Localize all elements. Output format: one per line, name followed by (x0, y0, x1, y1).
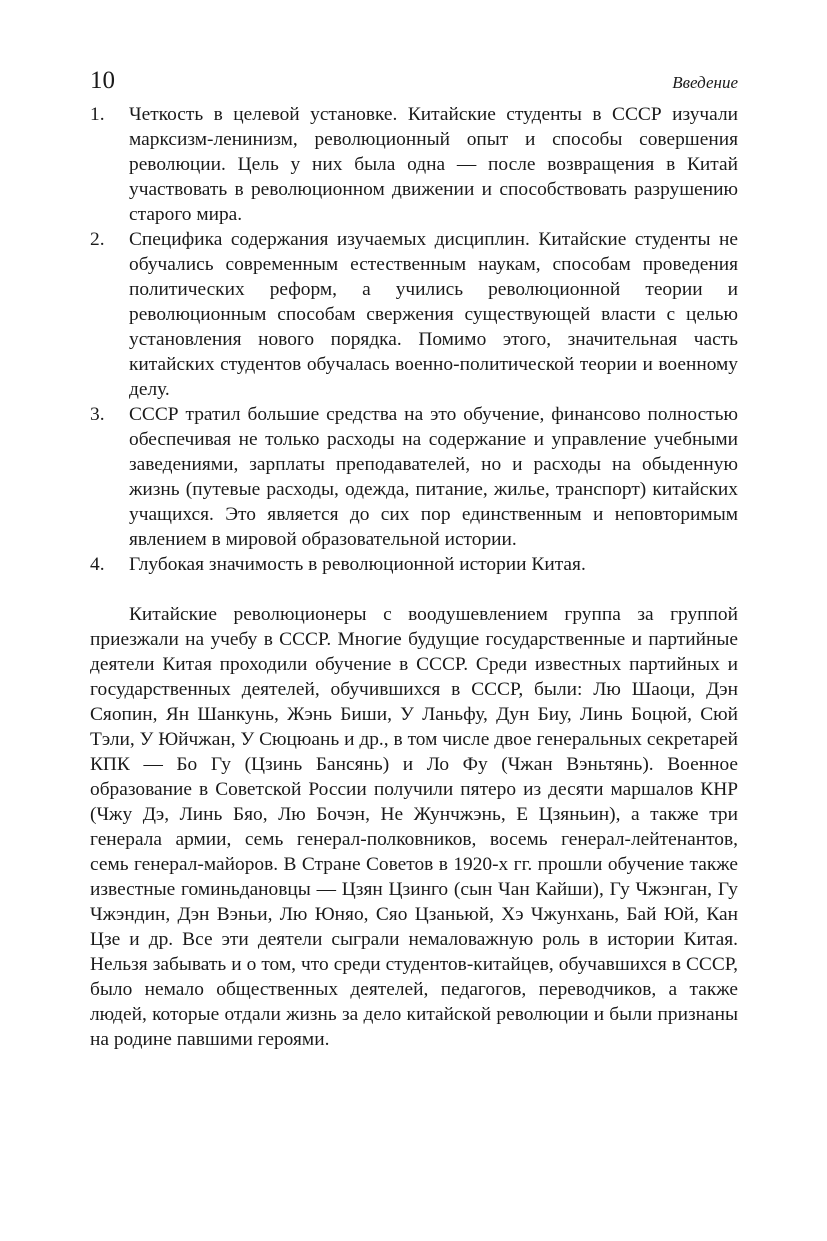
list-item (90, 102, 738, 227)
list-item-text: Глубокая значимость в революционной истории Китая. (129, 554, 586, 575)
body-paragraph: Китайские революционеры с воодушевлением группа за группой приезжали на учебу в СССР. Многие будущие государственные и партийные деятели Китая проходили обучение в СССР. Среди известных партийных и государственных деятелей, обучившихся в СССР, были: Лю Шаоци, Дэн Сяопин, Ян Шанкунь, Жэнь Биши, У Ланьфу, Дун Биу, Линь Боцюй, Сюй Тэли, У Юйчжан, У Сюцюань и др., в том числе двое генеральных секретарей КПК — Бо Гу (Цзинь Бансянь) и Ло Фу (Чжан Вэньтянь). Военное образование в Советской России получили пятеро из десяти маршалов КНР (Чжу Дэ, Линь Бяо, Лю Бочэн, Не Жунчжэнь, Е Цзяньин), а также три генерала армии, семь генерал-полковников, восемь генерал-лейтенантов, семь генерал-майоров. В Стране Советов в 1920-х гг. прошли обучение также известные гоминьдановцы — Цзян Цзинго (сын Чан Кайши), Гу Чжэнган, Гу Чжэндин, Дэн Вэньи, Лю Юняо, Сяо Цзаньюй, Хэ Чжунхань, Бай Юй, Кан Цзе и др. Все эти деятели сыграли немаловажную роль в истории Китая. Нельзя забывать и о том, что среди студентов-китайцев, обучавшихся в СССР, было немало общественных деятелей, педагогов, переводчиков, а также людей, которые отдали жизнь за дело китайской революции и были признаны на родине павшими героями. (90, 604, 738, 1050)
numbered-list (90, 102, 738, 577)
list-item-text: Четкость в целевой установке. Китайские студенты в СССР изучали марксизм-ленинизм, революционный опыт и способы совершения революции. Цель у них была одна — после возвращения в Китай участвовать в революционном движении и способствовать разрушению старого мира. (129, 104, 738, 225)
page-header (90, 62, 738, 102)
list-item (90, 402, 738, 552)
list-item-number: 1. (90, 104, 105, 125)
list-item (90, 552, 738, 577)
list-item-text: Специфика содержания изучаемых дисциплин. Китайские студенты не обучались современным естественным наукам, способам проведения политических реформ, а учились революционной теории и революционным способам свержения существующей власти с целью установления нового порядка. Помимо этого, значительная часть китайских студентов обучалась военно-политической теории и военному делу. (129, 229, 738, 400)
list-item-number: 3. (90, 404, 105, 425)
list-item-text: СССР тратил большие средства на это обучение, финансово полностью обеспечивая не только расходы на содержание и управление учебными заведениями, зарплаты преподавателей, но и расходы на обыденную жизнь (путевые расходы, одежда, питание, жилье, транспорт) китайских учащихся. Это является до сих пор единственным и неповторимым явлением в мировой образовательной истории. (129, 404, 738, 550)
book-page (90, 62, 738, 1052)
page-number: 10 (90, 67, 115, 94)
list-item-number: 4. (90, 554, 105, 575)
running-title: Введение (672, 73, 738, 92)
list-item (90, 227, 738, 402)
list-item-number: 2. (90, 229, 105, 250)
